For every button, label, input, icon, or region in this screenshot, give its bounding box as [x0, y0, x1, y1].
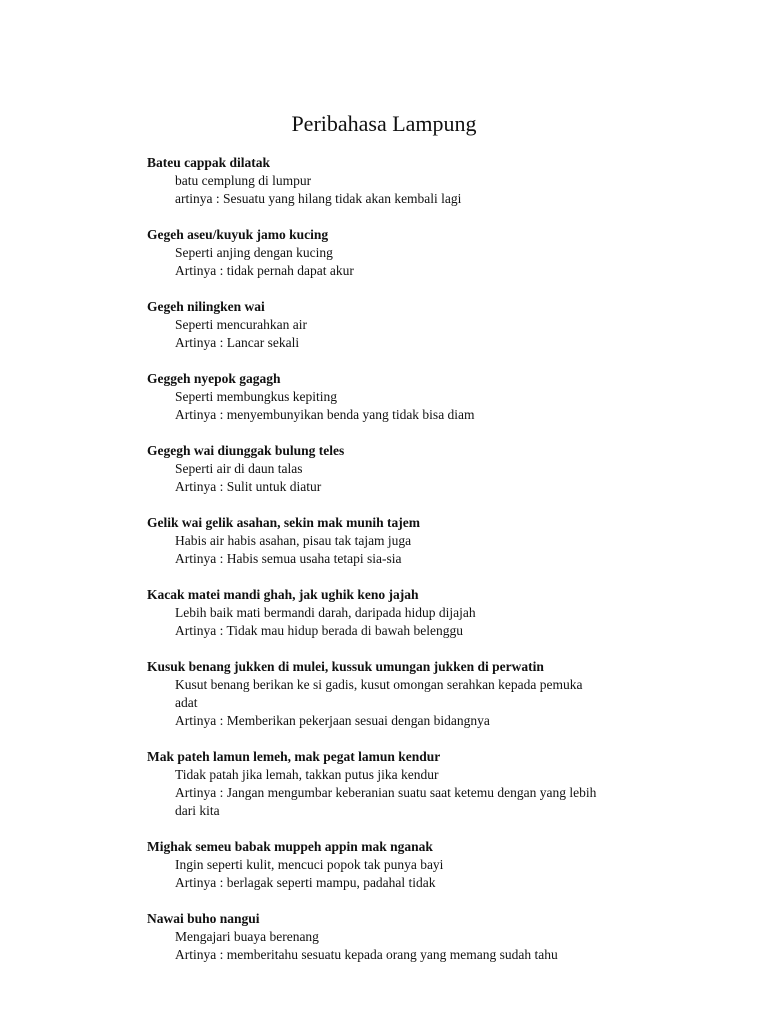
proverb-line: Seperti mencurahkan air — [175, 317, 307, 332]
proverb-heading: Geggeh nyepok gagagh — [147, 371, 281, 386]
proverb-entry — [147, 658, 667, 730]
proverb-heading: Mak pateh lamun lemeh, mak pegat lamun kendur — [147, 749, 441, 764]
proverb-entry — [147, 442, 667, 496]
proverb-heading: Gelik wai gelik asahan, sekin mak munih tajem — [147, 515, 421, 530]
proverb-heading: Mighak semeu babak muppeh appin mak nganak — [147, 839, 433, 854]
proverb-line: Artinya : tidak pernah dapat akur — [175, 263, 354, 278]
proverb-line: Mengajari buaya berenang — [175, 929, 319, 944]
proverb-list — [147, 154, 667, 982]
proverb-line: Tidak patah jika lemah, takkan putus jika kendur — [175, 767, 439, 782]
proverb-heading: Gegegh wai diunggak bulung teles — [147, 443, 345, 458]
proverb-entry — [147, 226, 667, 280]
proverb-line: adat — [175, 695, 198, 710]
proverb-line: Seperti anjing dengan kucing — [175, 245, 333, 260]
proverb-line: Artinya : Tidak mau hidup berada di bawah belenggu — [175, 623, 463, 638]
proverb-line: Lebih baik mati bermandi darah, daripada hidup dijajah — [175, 605, 476, 620]
proverb-entry — [147, 910, 667, 964]
proverb-entry — [147, 154, 667, 208]
proverb-line: Artinya : Jangan mengumbar keberanian suatu saat ketemu dengan yang lebih — [175, 785, 597, 800]
proverb-entry — [147, 586, 667, 640]
proverb-line: Artinya : berlagak seperti mampu, padahal tidak — [175, 875, 436, 890]
proverb-line: Kusut benang berikan ke si gadis, kusut omongan serahkan kepada pemuka — [175, 677, 583, 692]
proverb-entry — [147, 370, 667, 424]
proverb-line: dari kita — [175, 803, 220, 818]
proverb-heading: Nawai buho nangui — [147, 911, 260, 926]
proverb-entry — [147, 838, 667, 892]
proverb-line: Seperti membungkus kepiting — [175, 389, 337, 404]
proverb-heading: Gegeh nilingken wai — [147, 299, 265, 314]
proverb-line: Artinya : menyembunyikan benda yang tidak bisa diam — [175, 407, 475, 422]
proverb-line: batu cemplung di lumpur — [175, 173, 312, 188]
proverb-line: Artinya : Habis semua usaha tetapi sia-sia — [175, 551, 402, 566]
proverb-heading: Kacak matei mandi ghah, jak ughik keno jajah — [147, 587, 419, 602]
proverb-line: Seperti air di daun talas — [175, 461, 303, 476]
proverb-entry — [147, 298, 667, 352]
proverb-line: Ingin seperti kulit, mencuci popok tak punya bayi — [175, 857, 444, 872]
proverb-heading: Kusuk benang jukken di mulei, kussuk umungan jukken di perwatin — [147, 659, 544, 674]
proverb-line: artinya : Sesuatu yang hilang tidak akan kembali lagi — [175, 191, 462, 206]
proverb-entry — [147, 748, 667, 820]
proverb-line: Artinya : Sulit untuk diatur — [175, 479, 322, 494]
proverb-line: Habis air habis asahan, pisau tak tajam juga — [175, 533, 412, 548]
proverb-heading: Gegeh aseu/kuyuk jamo kucing — [147, 227, 329, 242]
proverb-line: Artinya : memberitahu sesuatu kepada orang yang memang sudah tahu — [175, 947, 558, 962]
proverb-line: Artinya : Lancar sekali — [175, 335, 300, 350]
proverb-heading: Bateu cappak dilatak — [147, 155, 271, 170]
page-title: Peribahasa Lampung — [291, 111, 477, 136]
proverb-line: Artinya : Memberikan pekerjaan sesuai dengan bidangnya — [175, 713, 490, 728]
proverb-entry — [147, 514, 667, 568]
